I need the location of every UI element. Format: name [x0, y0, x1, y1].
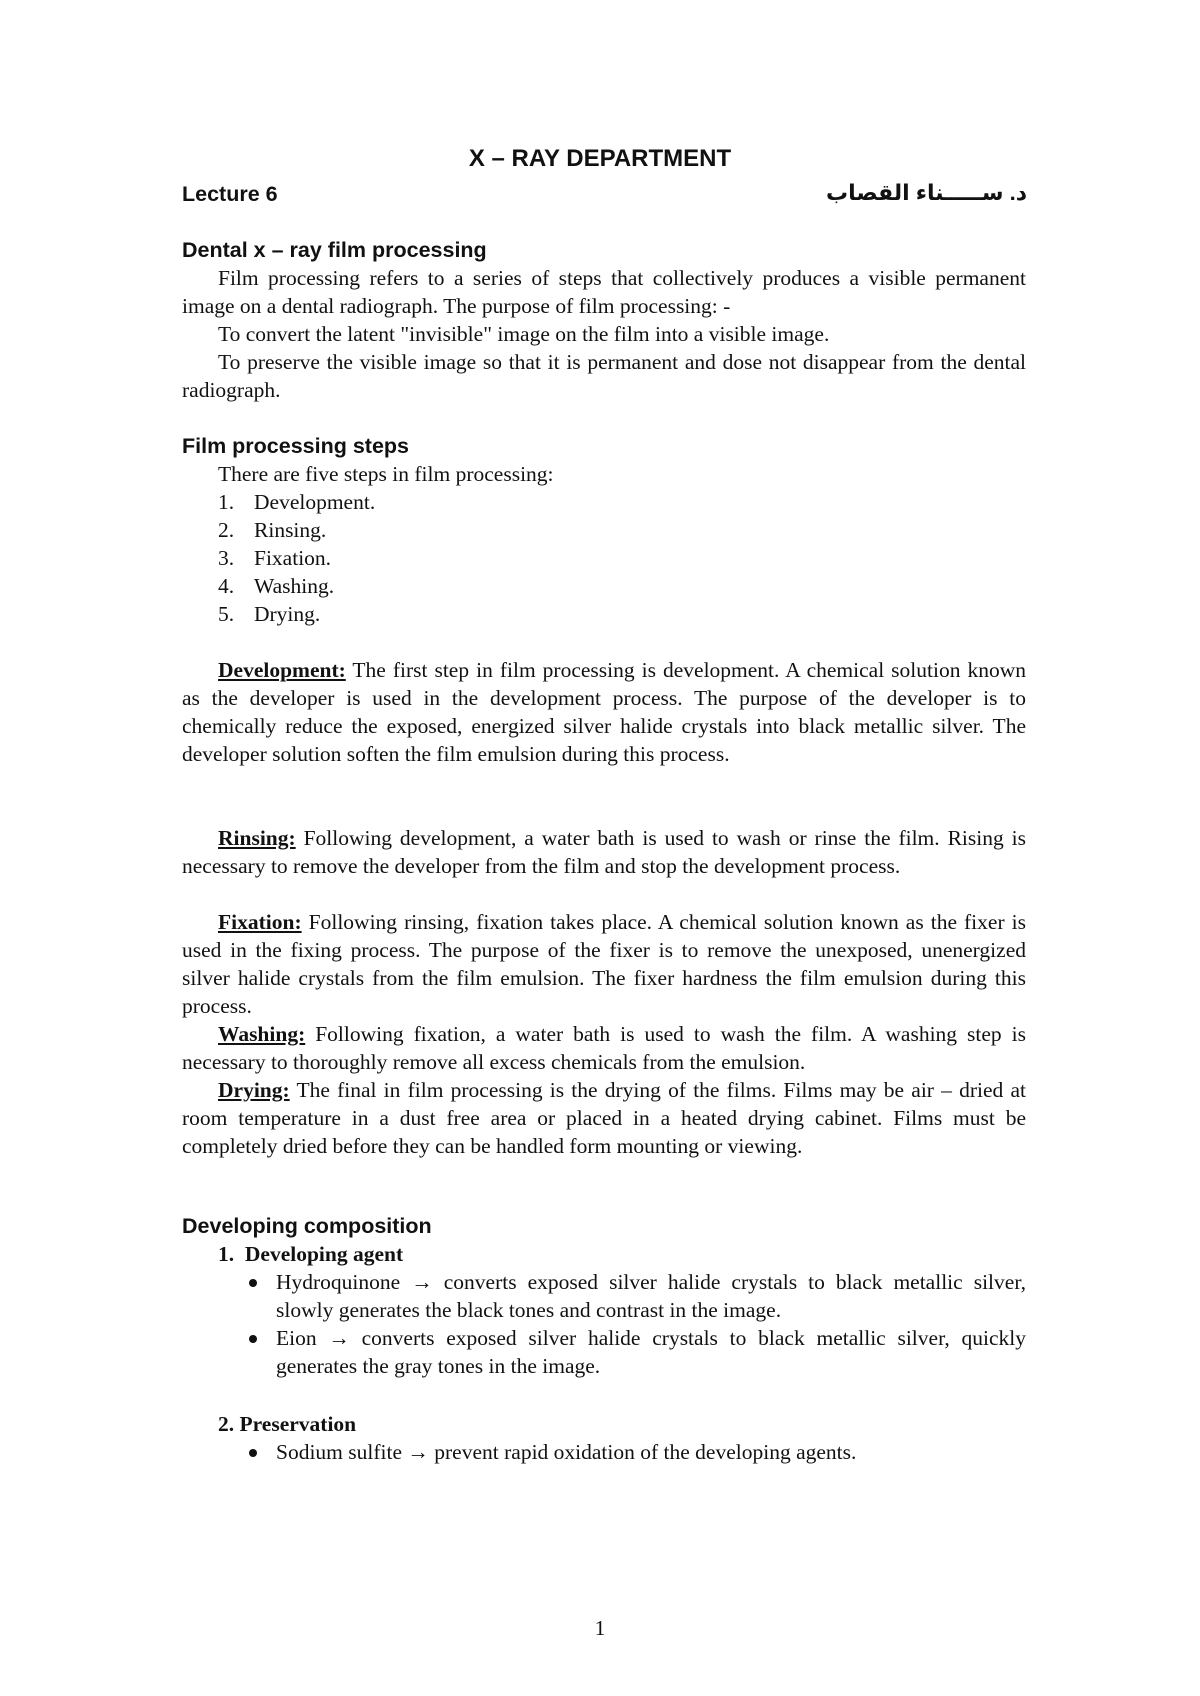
list-item-text: Eion → converts exposed silver halide crystals to black metallic silver, quickly generates the gray tones in the image. — [276, 1326, 1026, 1378]
list-item-text: Hydroquinone → converts exposed silver halide crystals to black metallic silver, slowly generates the black tones and contrast in the image. — [276, 1270, 1026, 1322]
list-item — [236, 1268, 1026, 1324]
purpose-item-1: To convert the latent "invisible" image on the film into a visible image. — [218, 322, 830, 346]
definition-development-text: The first step in film processing is development. A chemical solution known as the developer is used in the development process. The purpose of the developer is to chemically reduce the exposed, energized silver halide crystals into black metallic silver. The developer solution soften the film emulsion during this process. — [182, 658, 1026, 766]
bullet-icon — [249, 1449, 257, 1457]
intro-paragraph — [182, 264, 1026, 320]
definition-development — [182, 656, 1026, 768]
section-heading-dental-processing: Dental x – ray film processing — [182, 238, 487, 262]
lecture-label: Lecture 6 — [182, 182, 278, 206]
list-item-label: Drying. — [254, 602, 321, 626]
section-heading-steps: Film processing steps — [182, 434, 410, 458]
term-rinsing: Rinsing: — [218, 826, 296, 850]
intro-paragraph-text: Film processing refers to a series of steps that collectively produces a visible permanent image on a dental radiograph. The purpose of film processing: - — [182, 266, 1026, 318]
purpose-item-2-text: To preserve the visible image so that it is permanent and dose not disappear from the dental radiograph. — [182, 350, 1026, 402]
list-item-label: Fixation. — [254, 546, 332, 570]
list-item — [218, 488, 618, 516]
term-washing: Washing: — [218, 1022, 306, 1046]
list-item-number: 4. — [218, 574, 235, 598]
developing-agent-list — [236, 1268, 1026, 1380]
list-item-label: Washing. — [254, 574, 335, 598]
definition-drying — [182, 1076, 1026, 1160]
bullet-icon — [249, 1279, 257, 1287]
definition-fixation — [182, 908, 1026, 1020]
list-item-number: 3. — [218, 546, 235, 570]
steps-intro: There are five steps in film processing: — [218, 462, 554, 486]
list-item — [218, 572, 618, 600]
term-development: Development: — [218, 658, 346, 682]
list-item — [218, 544, 618, 572]
steps-list — [218, 488, 618, 628]
bullet-icon — [249, 1335, 257, 1343]
definition-washing-text: Following fixation, a water bath is used to wash the film. A washing step is necessary to thoroughly remove all excess chemicals from the emulsion. — [182, 1022, 1026, 1074]
list-item-text: Sodium sulfite → prevent rapid oxidation of the developing agents. — [276, 1440, 857, 1464]
term-drying: Drying: — [218, 1078, 290, 1102]
list-item-number: 1. — [218, 490, 235, 514]
subheading-preservation: 2. Preservation — [218, 1412, 357, 1436]
definition-washing — [182, 1020, 1026, 1076]
list-item-label: Rinsing. — [254, 518, 327, 542]
page-number: 1 — [594, 1616, 606, 1640]
list-item — [218, 516, 618, 544]
subheading-developing-agent: 1. Developing agent — [218, 1242, 404, 1266]
list-item — [218, 600, 618, 628]
term-fixation: Fixation: — [218, 910, 302, 934]
definition-rinsing — [182, 824, 1026, 880]
list-item — [236, 1324, 1026, 1380]
list-item-number: 2. — [218, 518, 235, 542]
definition-drying-text: The final in film processing is the drying of the films. Films may be air – dried at room temperature in a dust free area or placed in a heated drying cabinet. Films must be completely dried before they can be handled form mounting or viewing. — [182, 1078, 1026, 1158]
preservation-list — [236, 1438, 1026, 1466]
definition-rinsing-text: Following development, a water bath is used to wash or rinse the film. Rising is necessary to remove the developer from the film and stop the development process. — [182, 826, 1026, 878]
section-heading-composition: Developing composition — [182, 1214, 432, 1238]
purpose-item-2 — [182, 348, 1026, 404]
list-item-number: 5. — [218, 602, 235, 626]
author-name: د. ســـــناء القصاب — [825, 180, 1027, 205]
list-item-label: Development. — [254, 490, 376, 514]
definition-fixation-text: Following rinsing, fixation takes place. A chemical solution known as the fixer is used in the fixing process. The purpose of the fixer is to remove the unexposed, unenergized silver halide crystals from the film emulsion. The fixer hardness the film emulsion during this process. — [182, 910, 1026, 1018]
list-item — [236, 1438, 1026, 1466]
page-title: X – RAY DEPARTMENT — [468, 145, 732, 172]
